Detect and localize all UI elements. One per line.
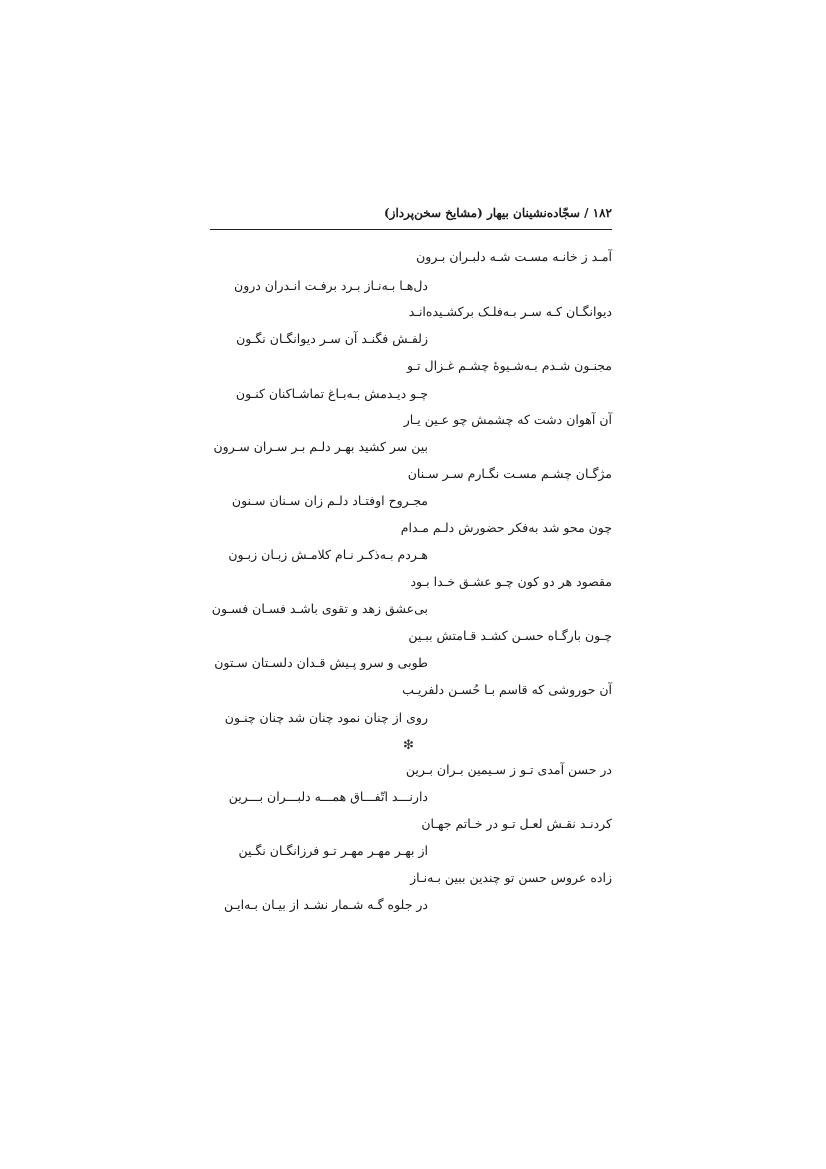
verse-line: بین سر کشید بهـر دلـم بـر سـران سـرون <box>213 439 428 454</box>
running-header: ۱۸۲ / سجّاده‌نشینان بیهار (مشایخ سخن‌پرداز) <box>383 206 612 220</box>
section-separator: ❇ <box>403 738 414 753</box>
verse-line: هـردم بـه‌ذکـر نـام کلامـش زبـان زبـون <box>228 547 428 562</box>
verse-line: مژگـان چشـم مسـت نگـارم سـر سـنان <box>407 466 612 481</box>
verse-line: آمـد ز خانـه مسـت شـه دلبـران بـرون <box>416 249 612 264</box>
verse-line: زلفـش فگنـد آن سـر دیوانگـان نگـون <box>236 331 428 346</box>
verse-line: بی‌عشق زهد و تقوی باشـد فسـان فسـون <box>211 601 428 616</box>
verse-line: چـون بارگـاه حسـن کشـد قـامتش ببـین <box>408 628 612 643</box>
verse-line: روی از چنان نمود چنان شد چنان چنـون <box>224 710 428 725</box>
verse-line: چون محو شد به‌فکر حضورش دلـم مـدام <box>400 520 612 535</box>
verse-line: در حسن آمدی تـو ز سـیمین بـران بـرین <box>405 762 612 777</box>
verse-line: چـو دیـدمش بـه‌بـاغ تماشـاکنان کنـون <box>235 386 428 401</box>
verse-line: کردنـد نقـش لعـل تـو در خـاتم جهـان <box>421 816 612 831</box>
verse-line: آن حوروشی که قاسم بـا حُسـن دلفریـب <box>402 682 612 697</box>
verse-line: آن آهوان دشت که چشمش چو عـین یـار <box>403 412 612 427</box>
verse-line: از بهـر مهـر مهـر تـو فرزانگـان نگـین <box>238 843 428 858</box>
verse-line: مقصود هر دو کون چـو عشـق خـدا بـود <box>410 574 612 589</box>
verse-line: مجـروح اوفتـاد دلـم زان سـنان سـنون <box>231 493 428 508</box>
verse-line: دل‌هـا بـه‌نـاز بـرد برفـت انـدران درون <box>234 278 428 293</box>
verse-line: طوبی و سرو پـیش قـدان دلسـتان سـتون <box>214 655 428 670</box>
verse-line: مجنـون شـدم بـه‌شـیوهٔ چشـم غـزال تـو <box>406 358 612 373</box>
verse-line: زاده عروس حسن تو چندین ببین بـه‌نـاز <box>410 870 612 885</box>
verse-line: دارنـــد اتّفـــاق همـــه دلبـــران بـــرین <box>228 789 428 804</box>
verse-line: دیوانگـان کـه سـر بـه‌فلـک برکشـیده‌انـد <box>408 304 612 319</box>
header-rule <box>210 229 612 230</box>
verse-line: در جلوه گـه شـمار نشـد از بیـان بـه‌ایـن <box>223 897 428 912</box>
